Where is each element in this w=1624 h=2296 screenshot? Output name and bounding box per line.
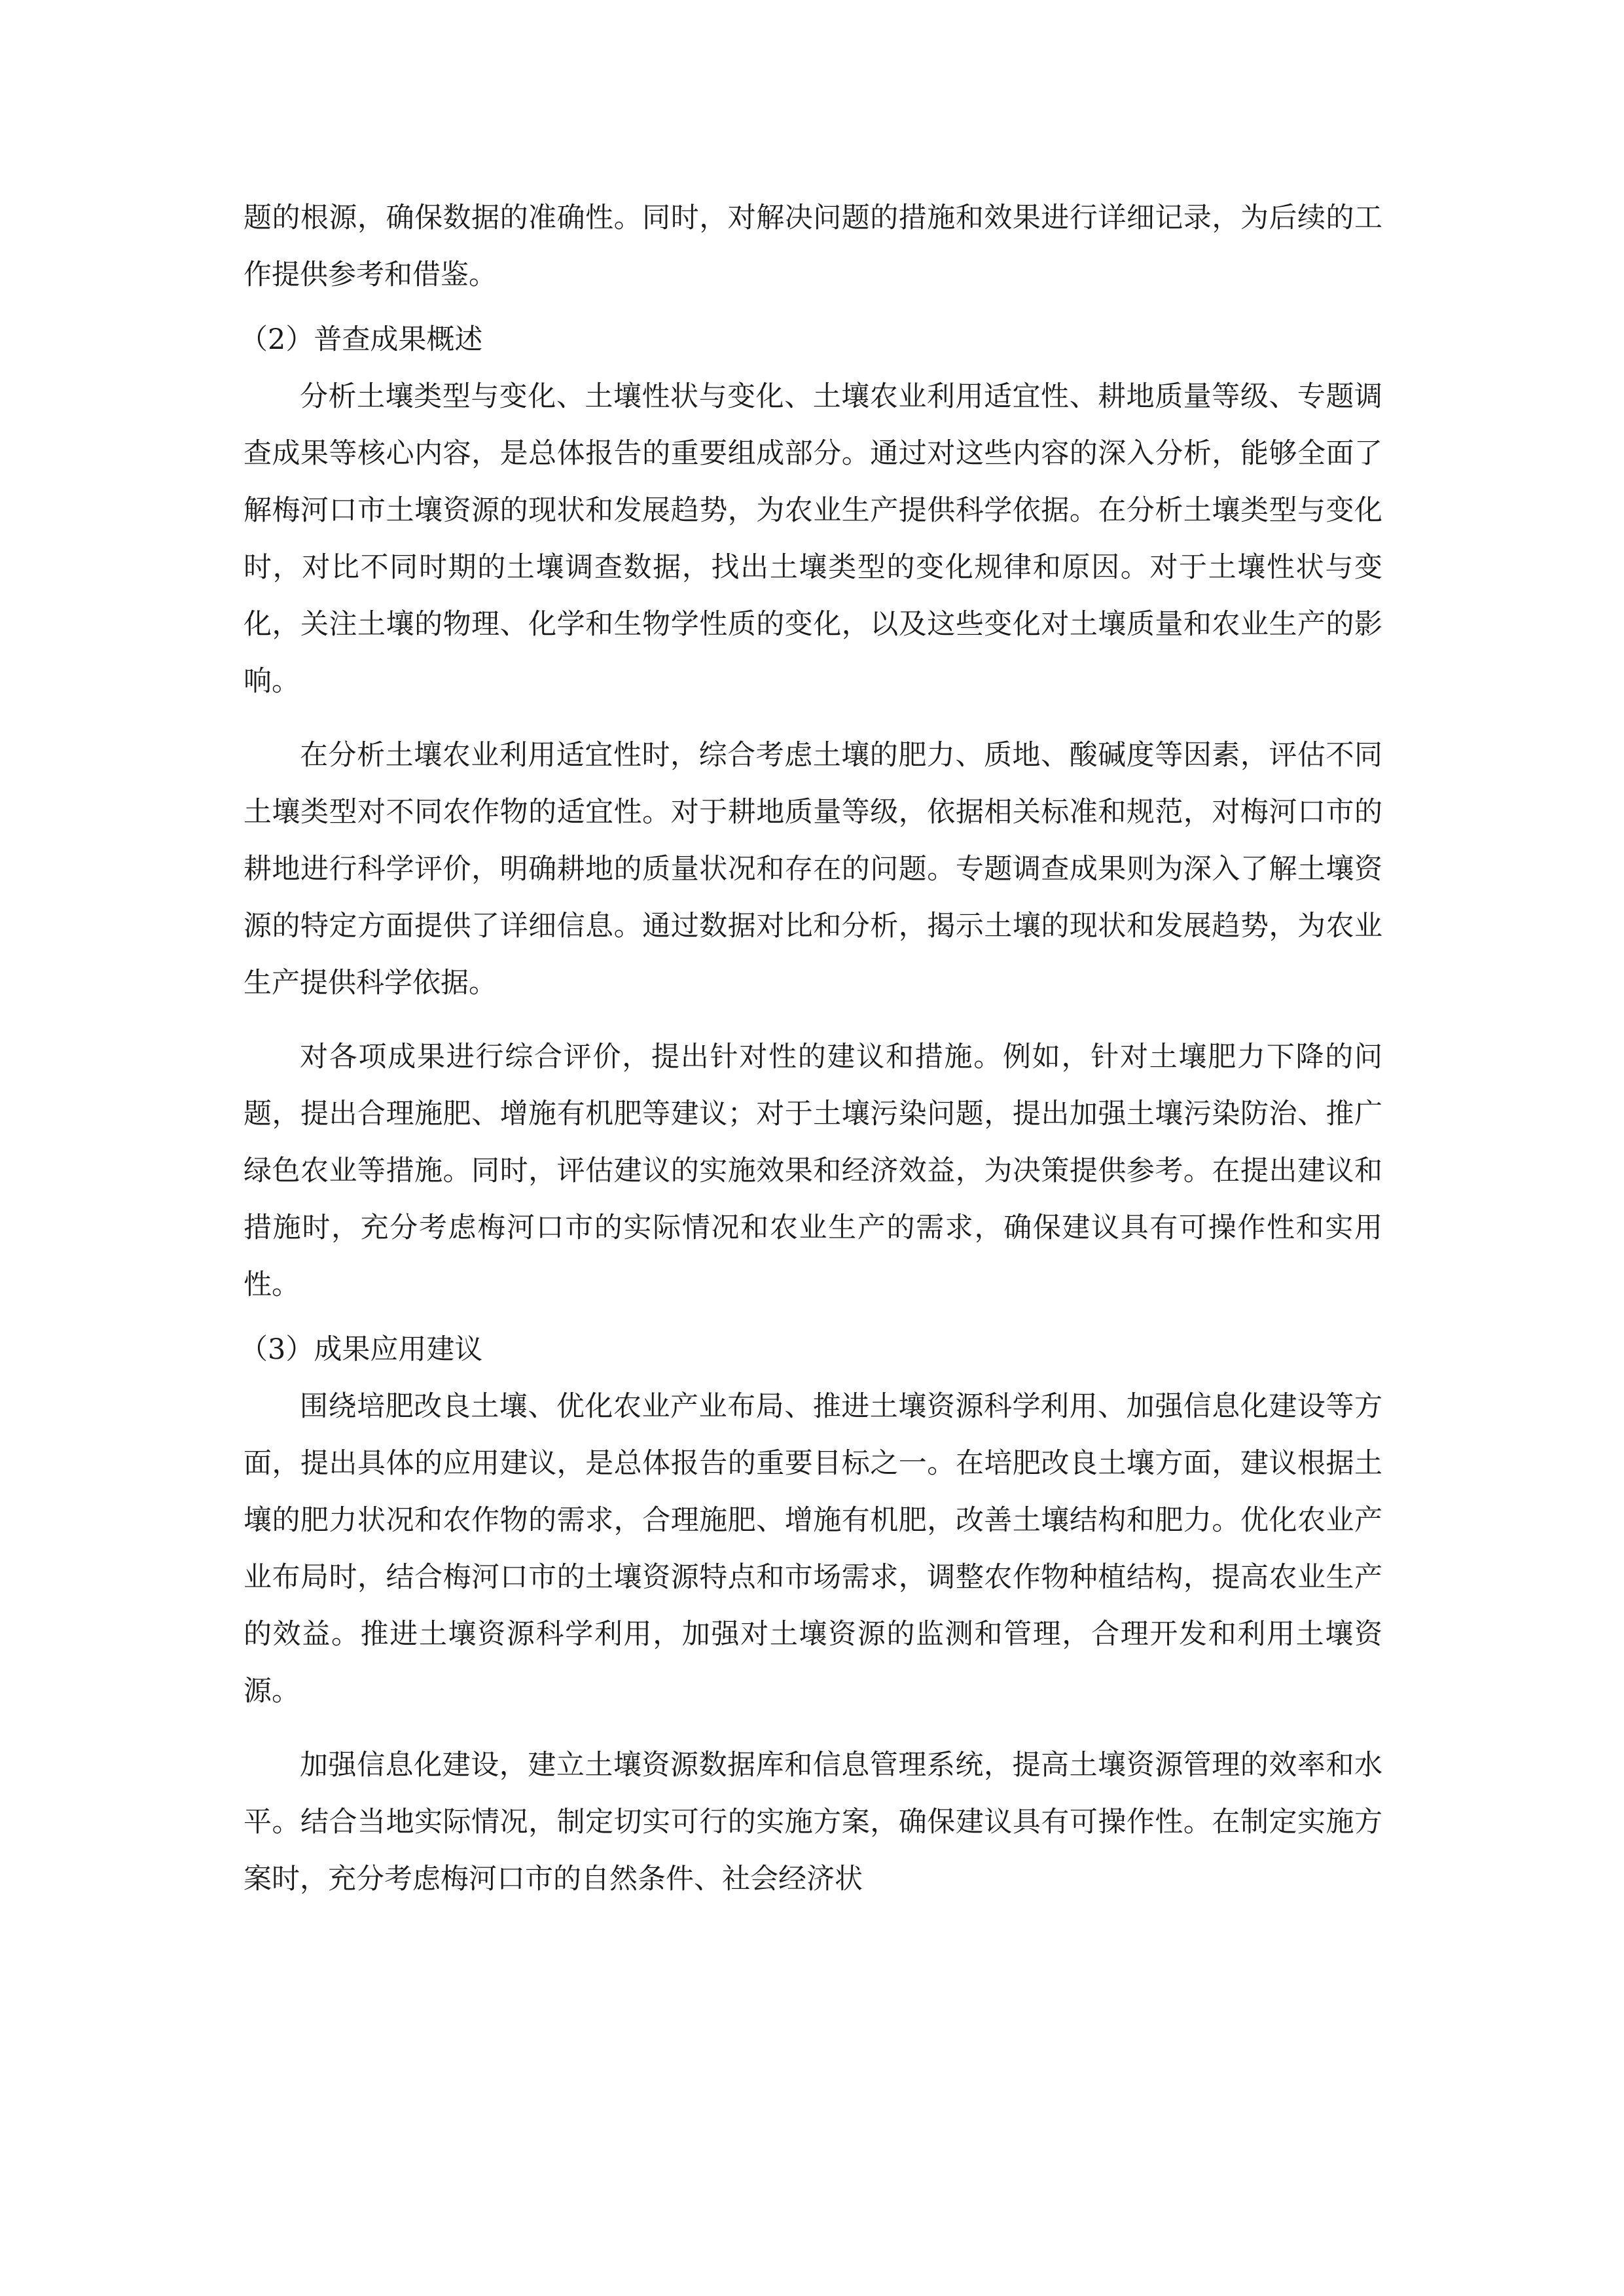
section2-paragraph-2: 在分析土壤农业利用适宜性时，综合考虑土壤的肥力、质地、酸碱度等因素，评估不同土壤类型对不同农作物的适宜性。对于耕地质量等级，依据相关标准和规范，对梅河口市的耕地进行科学评价，明确耕地的质量状况和存在的问题。专题调查成果则为深入了解土壤资源的特定方面提供了详细信息。通过数据对比和分析，揭示土壤的现状和发展趋势，为农业生产提供科学依据。 bbox=[244, 739, 1382, 999]
section3-paragraph-2: 加强信息化建设，建立土壤资源数据库和信息管理系统，提高土壤资源管理的效率和水平。结合当地实际情况，制定切实可行的实施方案，确保建议具有可操作性。在制定实施方案时，充分考虑梅河口市的自然条件、社会经济状 bbox=[244, 1749, 1382, 1895]
section3-paragraph-1: 围绕培肥改良土壤、优化农业产业布局、推进土壤资源科学利用、加强信息化建设等方面，提出具体的应用建议，是总体报告的重要目标之一。在培肥改良土壤方面，建议根据土壤的肥力状况和农作物的需求，合理施肥、增施有机肥，改善土壤结构和肥力。优化农业产业布局时，结合梅河口市的土壤资源特点和市场需求，调整农作物种植结构，提高农业生产的效益。推进土壤资源科学利用，加强对土壤资源的监测和管理，合理开发和利用土壤资源。 bbox=[244, 1390, 1382, 1708]
document-body bbox=[240, 190, 1382, 1908]
paragraph-continuation: 题的根源，确保数据的准确性。同时，对解决问题的措施和效果进行详细记录，为后续的工作提供参考和借鉴。 bbox=[244, 202, 1382, 291]
section2-paragraph-1: 分析土壤类型与变化、土壤性状与变化、土壤农业利用适宜性、耕地质量等级、专题调查成果等核心内容，是总体报告的重要组成部分。通过对这些内容的深入分析，能够全面了解梅河口市土壤资源的现状和发展趋势，为农业生产提供科学依据。在分析土壤类型与变化时，对比不同时期的土壤调查数据，找出土壤类型的变化规律和原因。对于土壤性状与变化，关注土壤的物理、化学和生物学性质的变化，以及这些变化对土壤质量和农业生产的影响。 bbox=[244, 380, 1382, 698]
section2-paragraph-3: 对各项成果进行综合评价，提出针对性的建议和措施。例如，针对土壤肥力下降的问题，提出合理施肥、增施有机肥等建议；对于土壤污染问题，提出加强土壤污染防治、推广绿色农业等措施。同时，评估建议的实施效果和经济效益，为决策提供参考。在提出建议和措施时，充分考虑梅河口市的实际情况和农业生产的需求，确保建议具有可操作性和实用性。 bbox=[244, 1041, 1382, 1301]
section-heading-2: （2）普查成果概述 bbox=[240, 323, 483, 356]
section-heading-3: （3）成果应用建议 bbox=[240, 1333, 483, 1366]
